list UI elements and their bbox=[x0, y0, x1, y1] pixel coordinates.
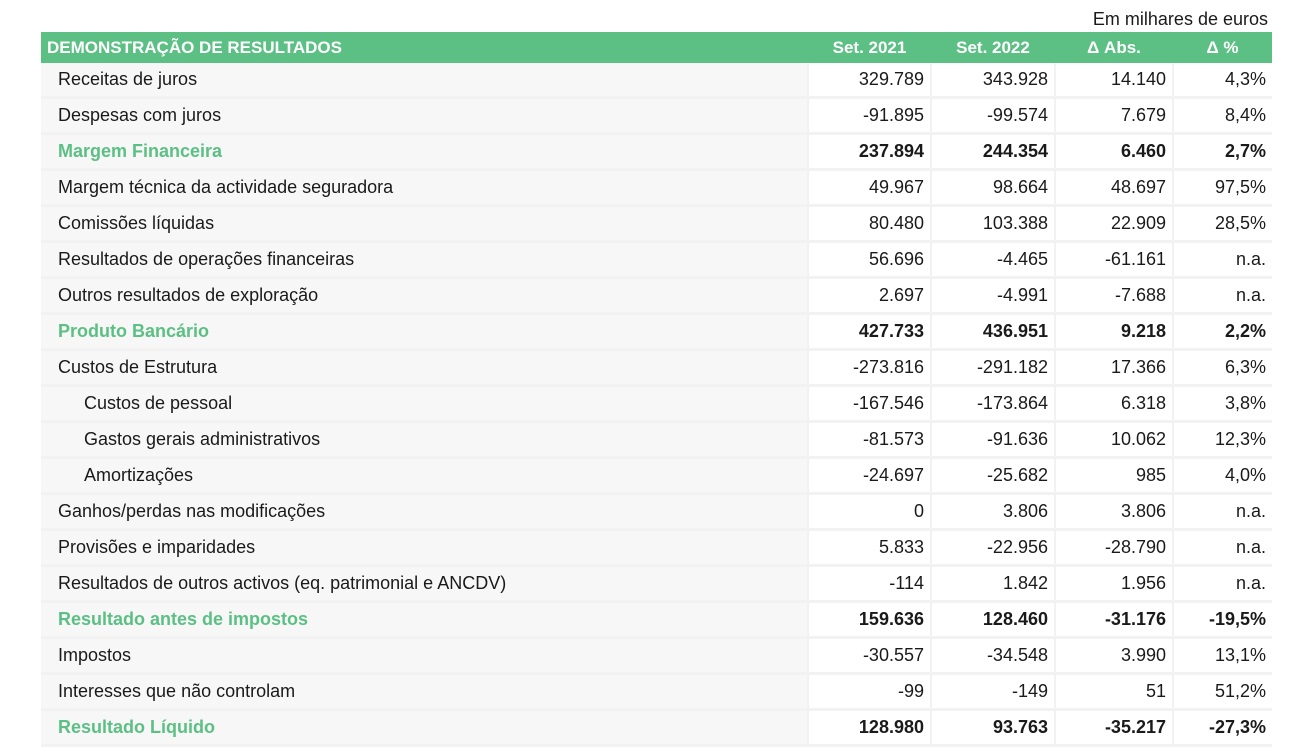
value-delta-pct: 12,3% bbox=[1173, 422, 1272, 458]
value-set-2022: -4.991 bbox=[931, 278, 1055, 314]
value-set-2021: -273.816 bbox=[808, 350, 931, 386]
row-label: Outros resultados de exploração bbox=[41, 278, 808, 314]
value-delta-abs: 17.366 bbox=[1055, 350, 1173, 386]
value-set-2021: 159.636 bbox=[808, 602, 931, 638]
table-title: DEMONSTRAÇÃO DE RESULTADOS bbox=[41, 32, 808, 63]
value-delta-abs: 9.218 bbox=[1055, 314, 1173, 350]
table-row bbox=[41, 494, 1272, 530]
table-row bbox=[41, 386, 1272, 422]
value-delta-pct: 3,8% bbox=[1173, 386, 1272, 422]
row-label: Resultado Líquido bbox=[41, 710, 808, 746]
value-set-2022: -91.636 bbox=[931, 422, 1055, 458]
value-delta-pct: n.a. bbox=[1173, 494, 1272, 530]
table-row bbox=[41, 170, 1272, 206]
value-set-2022: 244.354 bbox=[931, 134, 1055, 170]
table-row bbox=[41, 458, 1272, 494]
value-delta-abs: 10.062 bbox=[1055, 422, 1173, 458]
row-label: Resultados de outros activos (eq. patrimonial e ANCDV) bbox=[41, 566, 808, 602]
value-delta-pct: 4,3% bbox=[1173, 63, 1272, 98]
value-delta-abs: -35.217 bbox=[1055, 710, 1173, 746]
value-set-2022: -4.465 bbox=[931, 242, 1055, 278]
value-delta-pct: 97,5% bbox=[1173, 170, 1272, 206]
value-delta-pct: n.a. bbox=[1173, 566, 1272, 602]
row-label: Comissões líquidas bbox=[41, 206, 808, 242]
value-delta-abs: -61.161 bbox=[1055, 242, 1173, 278]
value-set-2021: -99 bbox=[808, 674, 931, 710]
value-set-2022: -291.182 bbox=[931, 350, 1055, 386]
value-set-2021: 237.894 bbox=[808, 134, 931, 170]
value-set-2022: 343.928 bbox=[931, 63, 1055, 98]
value-set-2021: -91.895 bbox=[808, 98, 931, 134]
value-delta-pct: 13,1% bbox=[1173, 638, 1272, 674]
subtotal-row bbox=[41, 602, 1272, 638]
value-set-2022: -25.682 bbox=[931, 458, 1055, 494]
value-set-2022: 98.664 bbox=[931, 170, 1055, 206]
value-set-2021: 49.967 bbox=[808, 170, 931, 206]
table-row bbox=[41, 566, 1272, 602]
total-row bbox=[41, 710, 1272, 746]
value-delta-abs: 48.697 bbox=[1055, 170, 1173, 206]
value-set-2022: 103.388 bbox=[931, 206, 1055, 242]
row-label: Margem Financeira bbox=[41, 134, 808, 170]
value-set-2021: 128.980 bbox=[808, 710, 931, 746]
value-set-2022: 128.460 bbox=[931, 602, 1055, 638]
value-set-2022: 436.951 bbox=[931, 314, 1055, 350]
value-delta-abs: 6.318 bbox=[1055, 386, 1173, 422]
col-header-set-2022: Set. 2022 bbox=[931, 32, 1055, 63]
value-set-2022: 1.842 bbox=[931, 566, 1055, 602]
value-delta-abs: 14.140 bbox=[1055, 63, 1173, 98]
row-label: Resultado antes de impostos bbox=[41, 602, 808, 638]
units-note: Em milhares de euros bbox=[1092, 9, 1268, 29]
row-label: Ganhos/perdas nas modificações bbox=[41, 494, 808, 530]
row-label: Interesses que não controlam bbox=[41, 674, 808, 710]
row-label: Custos de Estrutura bbox=[41, 350, 808, 386]
value-delta-abs: -7.688 bbox=[1055, 278, 1173, 314]
table-row bbox=[41, 98, 1272, 134]
table-row bbox=[41, 278, 1272, 314]
value-delta-pct: 8,4% bbox=[1173, 98, 1272, 134]
value-set-2021: 427.733 bbox=[808, 314, 931, 350]
value-delta-pct: 2,7% bbox=[1173, 134, 1272, 170]
row-label: Despesas com juros bbox=[41, 98, 808, 134]
row-label: Custos de pessoal bbox=[41, 386, 808, 422]
table-row bbox=[41, 674, 1272, 710]
value-set-2022: -99.574 bbox=[931, 98, 1055, 134]
row-label: Margem técnica da actividade seguradora bbox=[41, 170, 808, 206]
value-delta-pct: 2,2% bbox=[1173, 314, 1272, 350]
table-row bbox=[41, 638, 1272, 674]
row-label: Receitas de juros bbox=[41, 63, 808, 98]
value-delta-pct: -27,3% bbox=[1173, 710, 1272, 746]
col-header-delta-abs: Δ Abs. bbox=[1055, 32, 1173, 63]
value-set-2021: 2.697 bbox=[808, 278, 931, 314]
subtotal-row bbox=[41, 314, 1272, 350]
value-set-2022: 93.763 bbox=[931, 710, 1055, 746]
value-set-2022: 3.806 bbox=[931, 494, 1055, 530]
row-label: Gastos gerais administrativos bbox=[41, 422, 808, 458]
value-delta-abs: 51 bbox=[1055, 674, 1173, 710]
value-set-2021: -81.573 bbox=[808, 422, 931, 458]
value-delta-abs: -31.176 bbox=[1055, 602, 1173, 638]
value-delta-abs: 1.956 bbox=[1055, 566, 1173, 602]
table-row bbox=[41, 422, 1272, 458]
value-delta-abs: -28.790 bbox=[1055, 530, 1173, 566]
value-delta-abs: 22.909 bbox=[1055, 206, 1173, 242]
value-set-2021: -167.546 bbox=[808, 386, 931, 422]
value-delta-pct: 28,5% bbox=[1173, 206, 1272, 242]
table-row bbox=[41, 63, 1272, 98]
value-delta-abs: 6.460 bbox=[1055, 134, 1173, 170]
table-header-row bbox=[41, 32, 1272, 63]
col-header-set-2021: Set. 2021 bbox=[808, 32, 931, 63]
value-delta-pct: 4,0% bbox=[1173, 458, 1272, 494]
value-set-2021: 80.480 bbox=[808, 206, 931, 242]
row-label: Impostos bbox=[41, 638, 808, 674]
value-set-2021: 5.833 bbox=[808, 530, 931, 566]
value-delta-pct: -19,5% bbox=[1173, 602, 1272, 638]
row-label: Produto Bancário bbox=[41, 314, 808, 350]
value-delta-pct: 6,3% bbox=[1173, 350, 1272, 386]
value-delta-abs: 985 bbox=[1055, 458, 1173, 494]
value-delta-pct: 51,2% bbox=[1173, 674, 1272, 710]
value-delta-pct: n.a. bbox=[1173, 530, 1272, 566]
row-label: Amortizações bbox=[41, 458, 808, 494]
value-set-2021: 0 bbox=[808, 494, 931, 530]
value-delta-abs: 7.679 bbox=[1055, 98, 1173, 134]
value-set-2021: 329.789 bbox=[808, 63, 931, 98]
table-row bbox=[41, 206, 1272, 242]
row-label: Resultados de operações financeiras bbox=[41, 242, 808, 278]
table-row bbox=[41, 530, 1272, 566]
value-set-2021: -114 bbox=[808, 566, 931, 602]
value-set-2022: -34.548 bbox=[931, 638, 1055, 674]
value-set-2021: -24.697 bbox=[808, 458, 931, 494]
value-delta-abs: 3.806 bbox=[1055, 494, 1173, 530]
value-delta-pct: n.a. bbox=[1173, 278, 1272, 314]
table-row bbox=[41, 242, 1272, 278]
value-set-2021: -30.557 bbox=[808, 638, 931, 674]
subtotal-row bbox=[41, 134, 1272, 170]
col-header-delta-pct: Δ % bbox=[1173, 32, 1272, 63]
value-set-2021: 56.696 bbox=[808, 242, 931, 278]
income-statement-table bbox=[41, 32, 1272, 747]
value-delta-abs: 3.990 bbox=[1055, 638, 1173, 674]
table-row bbox=[41, 350, 1272, 386]
value-delta-pct: n.a. bbox=[1173, 242, 1272, 278]
value-set-2022: -22.956 bbox=[931, 530, 1055, 566]
value-set-2022: -149 bbox=[931, 674, 1055, 710]
value-set-2022: -173.864 bbox=[931, 386, 1055, 422]
row-label: Provisões e imparidades bbox=[41, 530, 808, 566]
